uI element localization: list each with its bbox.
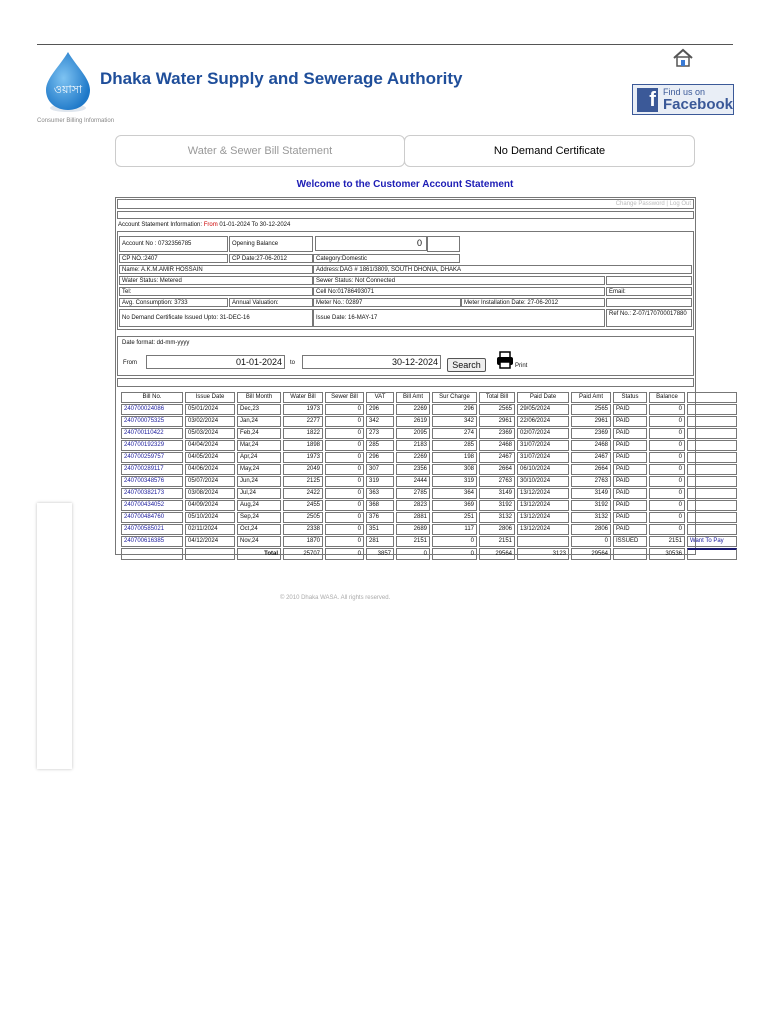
table-cell: 2125	[283, 476, 323, 487]
table-cell: Sep,24	[237, 512, 281, 523]
table-cell: 0	[649, 428, 685, 439]
table-cell: 0	[649, 488, 685, 499]
footer-copyright: © 2010 Dhaka WASA. All rights reserved.	[280, 595, 391, 601]
site-subtitle: Consumer Billing Information	[37, 118, 115, 124]
side-panel	[37, 503, 72, 769]
total-cell	[185, 548, 235, 560]
printer-icon	[496, 351, 514, 369]
table-cell: 0	[649, 476, 685, 487]
print-button[interactable]	[496, 351, 527, 369]
table-cell: 2422	[283, 488, 323, 499]
table-cell: 3132	[571, 512, 611, 523]
table-cell: 296	[432, 404, 477, 415]
table-cell: 0	[325, 488, 364, 499]
total-cell	[121, 548, 183, 560]
column-header: Bill Month	[237, 392, 281, 403]
table-cell: May,24	[237, 464, 281, 475]
table-row	[121, 512, 737, 523]
table-cell: 2183	[396, 440, 430, 451]
table-cell: 13/12/2024	[517, 488, 569, 499]
opening-balance-label: Opening Balance	[229, 236, 313, 252]
table-cell: 251	[432, 512, 477, 523]
table-cell: 0	[649, 464, 685, 475]
table-cell: 2269	[396, 452, 430, 463]
table-cell: 1973	[283, 404, 323, 415]
customer-address: Address:DAG # 1861/3809, SOUTH DHONIA, DHAKA	[313, 265, 692, 274]
home-icon[interactable]	[672, 48, 694, 68]
table-cell: 06/10/2024	[517, 464, 569, 475]
table-cell: 2269	[396, 404, 430, 415]
table-cell	[687, 524, 737, 535]
table-cell: 05/07/2024	[185, 476, 235, 487]
cp-number: CP NO.:2407	[119, 254, 228, 263]
total-cell: 30536	[649, 548, 685, 560]
bill-number-link[interactable]: 240700484760	[121, 512, 183, 523]
table-cell: PAID	[613, 452, 647, 463]
cell-number: Cell No:01786493071	[313, 287, 605, 296]
table-cell	[687, 428, 737, 439]
table-row	[121, 524, 737, 535]
table-cell: 2823	[396, 500, 430, 511]
table-cell: Apr,24	[237, 452, 281, 463]
table-cell: 0	[325, 452, 364, 463]
table-cell: PAID	[613, 404, 647, 415]
meter-number: Meter No.: 02897	[313, 298, 461, 307]
table-cell: 285	[432, 440, 477, 451]
blank-cell-2	[606, 298, 692, 307]
table-cell: 369	[432, 500, 477, 511]
column-header: Sewer Bill	[325, 392, 364, 403]
table-cell: 0	[325, 464, 364, 475]
table-cell: 2468	[479, 440, 515, 451]
table-cell: 0	[325, 536, 364, 547]
table-cell: 0	[649, 440, 685, 451]
spacer-row-2	[117, 378, 694, 387]
table-cell: 31/07/2024	[517, 440, 569, 451]
table-row	[121, 452, 737, 463]
table-cell: 363	[366, 488, 394, 499]
table-cell: 2151	[649, 536, 685, 547]
table-row	[121, 464, 737, 475]
facebook-big-text: Facebook	[662, 95, 733, 113]
total-row	[121, 548, 737, 560]
total-cell: 25707	[283, 548, 323, 560]
table-cell: 2151	[479, 536, 515, 547]
table-row	[121, 404, 737, 415]
opening-balance-value: 0	[315, 236, 427, 251]
table-cell	[687, 416, 737, 427]
statement-from-label: From	[203, 222, 218, 228]
want-to-pay-link[interactable]: Want To Pay	[687, 536, 737, 547]
table-cell: 29/05/2024	[517, 404, 569, 415]
table-cell: 13/12/2024	[517, 500, 569, 511]
table-cell: 22/06/2024	[517, 416, 569, 427]
table-cell: 2467	[571, 452, 611, 463]
table-cell: 0	[432, 536, 477, 547]
table-cell	[687, 464, 737, 475]
table-cell: 13/12/2024	[517, 512, 569, 523]
table-cell: 2505	[283, 512, 323, 523]
table-cell	[687, 452, 737, 463]
table-cell: 2444	[396, 476, 430, 487]
total-cell: 0	[396, 548, 430, 560]
table-cell: 281	[366, 536, 394, 547]
table-cell: 198	[432, 452, 477, 463]
table-cell: 04/04/2024	[185, 440, 235, 451]
table-cell	[687, 476, 737, 487]
column-header: VAT	[366, 392, 394, 403]
facebook-link[interactable]	[632, 84, 734, 115]
table-row	[121, 476, 737, 487]
email: Email:	[606, 287, 692, 296]
search-button[interactable]: Search	[447, 358, 486, 372]
table-cell: 3149	[479, 488, 515, 499]
to-label: to	[290, 360, 296, 366]
table-cell: PAID	[613, 524, 647, 535]
table-cell: PAID	[613, 416, 647, 427]
change-password-link[interactable]: Change Password	[615, 201, 665, 207]
column-header-blank	[687, 392, 737, 403]
print-label: Print	[515, 363, 528, 369]
table-cell	[687, 488, 737, 499]
column-header: Paid Amt	[571, 392, 611, 403]
bill-number-link[interactable]: 240700259757	[121, 452, 183, 463]
table-cell: 368	[366, 500, 394, 511]
table-cell: 3192	[479, 500, 515, 511]
table-cell: 2049	[283, 464, 323, 475]
bill-number-link[interactable]: 240700289117	[121, 464, 183, 475]
table-cell: 319	[432, 476, 477, 487]
total-label: Total	[237, 548, 281, 560]
telephone: Tel:	[119, 287, 313, 296]
table-cell: 2338	[283, 524, 323, 535]
table-cell: PAID	[613, 440, 647, 451]
table-row	[121, 416, 737, 427]
table-cell: 0	[325, 500, 364, 511]
table-cell: 3132	[479, 512, 515, 523]
table-cell: 296	[366, 452, 394, 463]
table-cell: 2689	[396, 524, 430, 535]
statement-prefix: Account Statement Information:	[118, 222, 203, 228]
bill-number-link[interactable]: 240700075325	[121, 416, 183, 427]
table-row	[121, 488, 737, 499]
column-header: Status	[613, 392, 647, 403]
table-cell: 2961	[479, 416, 515, 427]
ndc-issued-upto: No Demand Certificate Issued Upto: 31-DEC-16	[119, 309, 313, 327]
table-cell: 1822	[283, 428, 323, 439]
table-cell: 2881	[396, 512, 430, 523]
table-cell: 2961	[571, 416, 611, 427]
table-cell: 0	[325, 404, 364, 415]
table-cell: 2455	[283, 500, 323, 511]
total-cell: 0	[325, 548, 364, 560]
column-header: Bill No.	[121, 392, 183, 403]
table-cell: 05/10/2024	[185, 512, 235, 523]
table-cell: Aug,24	[237, 500, 281, 511]
table-cell: 285	[366, 440, 394, 451]
table-cell	[687, 440, 737, 451]
table-cell: PAID	[613, 500, 647, 511]
date-format-hint: Date format: dd-mm-yyyy	[122, 340, 190, 346]
table-cell: PAID	[613, 476, 647, 487]
table-cell: 2468	[571, 440, 611, 451]
tab-bill-statement[interactable]: Water & Sewer Bill Statement	[115, 135, 405, 167]
bill-number-link[interactable]: 240700585021	[121, 524, 183, 535]
bill-number-link[interactable]: 240700434052	[121, 500, 183, 511]
table-cell: Oct,24	[237, 524, 281, 535]
table-cell: 04/05/2024	[185, 452, 235, 463]
table-cell: 0	[649, 512, 685, 523]
table-cell: 0	[571, 536, 611, 547]
category: Category:Domestic	[313, 254, 460, 263]
table-cell: 2095	[396, 428, 430, 439]
welcome-heading: Welcome to the Customer Account Statement	[296, 179, 514, 190]
table-cell	[687, 500, 737, 511]
table-cell: Nov,24	[237, 536, 281, 547]
table-row	[121, 428, 737, 439]
column-header: Bill Amt	[396, 392, 430, 403]
bill-number-link[interactable]: 240700348576	[121, 476, 183, 487]
from-label: From	[123, 360, 137, 366]
table-cell: 2806	[479, 524, 515, 535]
table-cell: 30/10/2024	[517, 476, 569, 487]
table-cell: 2763	[479, 476, 515, 487]
table-cell: 0	[325, 476, 364, 487]
from-date-input[interactable]: 01-01-2024	[146, 355, 285, 369]
column-header: Water Bill	[283, 392, 323, 403]
table-cell: Dec,23	[237, 404, 281, 415]
table-cell: 04/12/2024	[185, 536, 235, 547]
table-cell: PAID	[613, 428, 647, 439]
table-cell: 296	[366, 404, 394, 415]
table-cell: 307	[366, 464, 394, 475]
table-cell: 2277	[283, 416, 323, 427]
table-cell: Feb,24	[237, 428, 281, 439]
table-cell: Jul,24	[237, 488, 281, 499]
table-cell: 02/07/2024	[517, 428, 569, 439]
column-header: Paid Date	[517, 392, 569, 403]
table-cell: 13/12/2024	[517, 524, 569, 535]
bill-number-link[interactable]: 240700110422	[121, 428, 183, 439]
table-cell: 05/03/2024	[185, 428, 235, 439]
table-row	[121, 536, 737, 547]
table-cell: 05/01/2024	[185, 404, 235, 415]
sewer-status: Sewer Status: Not Connected	[313, 276, 605, 285]
bill-number-link[interactable]: 240700024086	[121, 404, 183, 415]
facebook-small-text: Find us on	[662, 86, 705, 97]
total-cell: 29564	[479, 548, 515, 560]
statement-range	[117, 221, 694, 231]
table-cell: 1870	[283, 536, 323, 547]
table-cell: 273	[366, 428, 394, 439]
column-header: Sur Charge	[432, 392, 477, 403]
total-cell	[687, 548, 737, 560]
table-cell: 2565	[479, 404, 515, 415]
reference-number: Ref No.: Z-07/170700017880	[606, 309, 692, 327]
total-cell: 29564	[571, 548, 611, 560]
column-header: Balance	[649, 392, 685, 403]
account-number: Account No : 0732356785	[119, 236, 228, 252]
table-cell: 117	[432, 524, 477, 535]
table-cell: 03/02/2024	[185, 416, 235, 427]
table-cell: 2565	[571, 404, 611, 415]
column-header: Total Bill	[479, 392, 515, 403]
total-cell: 3857	[366, 548, 394, 560]
table-cell: 0	[325, 428, 364, 439]
to-date-input[interactable]: 30-12-2024	[302, 355, 441, 369]
spacer-row	[117, 211, 694, 219]
table-cell: 0	[649, 524, 685, 535]
table-cell: 319	[366, 476, 394, 487]
table-cell: 351	[366, 524, 394, 535]
table-cell: Mar,24	[237, 440, 281, 451]
total-cell: 3123	[517, 548, 569, 560]
logout-link[interactable]: Log Out	[669, 201, 691, 207]
table-cell: 31/07/2024	[517, 452, 569, 463]
site-title: Dhaka Water Supply and Sewerage Authority	[100, 69, 463, 88]
facebook-icon: f	[637, 88, 658, 112]
blank-cell-1	[606, 276, 692, 285]
table-cell: 2664	[479, 464, 515, 475]
annual-valuation: Annual Valuation:	[229, 298, 313, 307]
table-cell: Jan,24	[237, 416, 281, 427]
account-links: Change Password | Log Out	[117, 199, 694, 209]
table-cell: 0	[649, 452, 685, 463]
table-cell: 0	[325, 440, 364, 451]
table-cell: 2369	[479, 428, 515, 439]
customer-name: Name: A.K.M.AMIR HOSSAIN	[119, 265, 313, 274]
table-cell: 2619	[396, 416, 430, 427]
top-divider	[37, 44, 733, 45]
statement-range-value: 01-01-2024 To 30-12-2024	[219, 222, 291, 228]
table-cell: ISSUED	[613, 536, 647, 547]
column-header: Issue Date	[185, 392, 235, 403]
cp-date: CP Date:27-06-2012	[229, 254, 313, 263]
tab-no-demand-certificate[interactable]: No Demand Certificate	[404, 135, 695, 167]
avg-consumption: Avg. Consumption: 3733	[119, 298, 228, 307]
table-cell: 0	[649, 404, 685, 415]
bills-header-row	[121, 392, 737, 403]
table-cell: 0	[325, 512, 364, 523]
table-cell: 2369	[571, 428, 611, 439]
table-cell: 342	[432, 416, 477, 427]
table-cell: 04/09/2024	[185, 500, 235, 511]
table-cell: 0	[649, 500, 685, 511]
table-cell: 376	[366, 512, 394, 523]
total-cell: 0	[432, 548, 477, 560]
total-cell	[613, 548, 647, 560]
bills-table	[119, 391, 739, 561]
table-cell	[687, 404, 737, 415]
table-cell: 2806	[571, 524, 611, 535]
table-cell	[687, 512, 737, 523]
table-row	[121, 440, 737, 451]
table-cell: 0	[325, 524, 364, 535]
table-cell: PAID	[613, 512, 647, 523]
table-cell: 308	[432, 464, 477, 475]
table-cell: 1898	[283, 440, 323, 451]
table-cell: PAID	[613, 488, 647, 499]
issue-date: Issue Date: 16-MAY-17	[313, 309, 605, 327]
table-cell: 2785	[396, 488, 430, 499]
table-cell: 2151	[396, 536, 430, 547]
table-cell: 3149	[571, 488, 611, 499]
table-cell: 342	[366, 416, 394, 427]
table-cell: PAID	[613, 464, 647, 475]
table-cell: 2664	[571, 464, 611, 475]
table-cell: 04/06/2024	[185, 464, 235, 475]
table-cell: 0	[649, 416, 685, 427]
table-cell: 02/11/2024	[185, 524, 235, 535]
table-cell: 03/08/2024	[185, 488, 235, 499]
meter-installation-date: Meter Installation Date: 27-06-2012	[461, 298, 605, 307]
table-cell: 0	[325, 416, 364, 427]
table-cell: 2356	[396, 464, 430, 475]
table-cell	[517, 536, 569, 547]
table-cell: Jun,24	[237, 476, 281, 487]
table-cell: 2763	[571, 476, 611, 487]
wasa-logo	[40, 50, 96, 114]
bill-number-link[interactable]: 240700616385	[121, 536, 183, 547]
table-cell: 2467	[479, 452, 515, 463]
table-cell: 274	[432, 428, 477, 439]
table-cell: 1973	[283, 452, 323, 463]
water-status: Water Status: Metered	[119, 276, 313, 285]
table-row	[121, 500, 737, 511]
bill-number-link[interactable]: 240700192329	[121, 440, 183, 451]
table-cell: 364	[432, 488, 477, 499]
table-cell: 3192	[571, 500, 611, 511]
bill-number-link[interactable]: 240700382173	[121, 488, 183, 499]
opening-balance-extra	[427, 236, 460, 252]
logo-text: ওয়াসা	[53, 83, 83, 96]
